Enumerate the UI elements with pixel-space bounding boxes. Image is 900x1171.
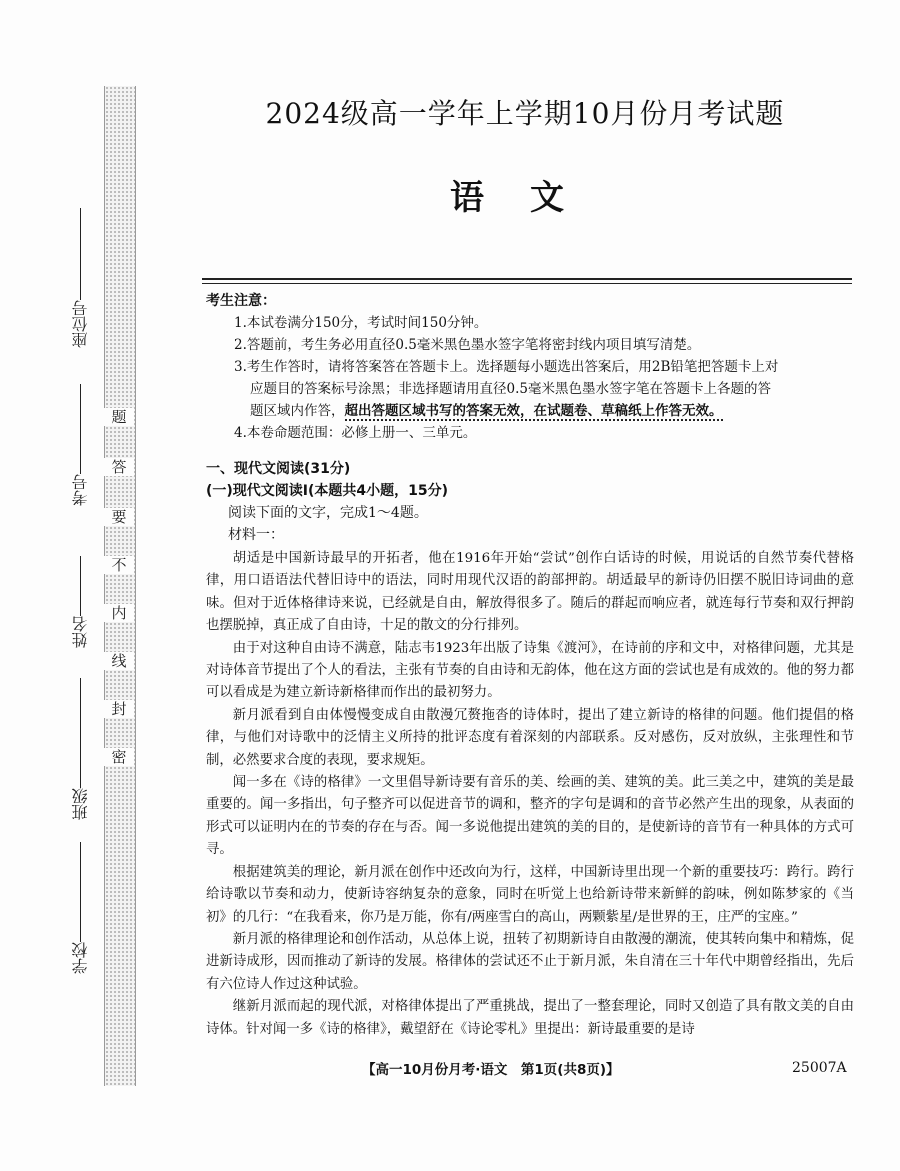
fill-line [80,208,81,300]
notice-item: 1.本试卷满分150分，考试时间150分钟。 [234,315,488,331]
paragraph: 新月派的格律理论和创作活动，从总体上说，扭转了初期新诗自由散漫的潮流，使其转向集中和精炼，促进新诗成形，因而推动了新诗的发展。格律体的尝试还不止于新月派，朱自清在三十年代中期曾经指出，先后有六位诗人作过这种试验。 [206,931,854,992]
seat-number-label: 座位号 [70,300,90,348]
notice-item-text: 3.考生作答时，请将答案答在答题卡上。选择题每小题选出答案后，用2B铅笔把答题卡上对 [234,359,779,375]
class-field [60,678,100,820]
name-field [60,556,100,648]
seal-char: 封 [104,700,134,718]
exam-number-field [60,384,100,506]
page-footer: 【高一10月份月考·语文 第1页(共8页)】 [362,1062,620,1078]
fill-line [80,384,81,474]
seal-char: 不 [104,556,134,574]
seal-char: 答 [104,458,134,476]
paragraph: 胡适是中国新诗最早的开拓者，他在1916年开始“尝试”创作白话诗的时候，用说话的自然节奏代替格律，用口语语法代替旧诗中的语法，同时用现代汉语的韵部押韵。胡适最早的新诗仍旧摆不脱旧诗词曲的意味。但对于近体格律诗来说，已经就是自由，解放得很多了。随后的群起而响应者，就连每行节奏和双行押韵也摆脱掉，真正成了自由诗，十足的散文的分行排列。 [206,551,854,634]
fill-line [80,678,81,788]
section-header [206,458,856,546]
school-field [60,842,100,974]
notice-item-line [234,400,856,422]
notice-item: 4.本卷命题范围：必修上册一、三单元。 [234,425,477,441]
header-rule-thin [202,283,852,284]
paragraph: 闻一多在《诗的格律》一文里倡导新诗要有音乐的美、绘画的美、建筑的美。此三美之中，建筑的美是最重要的。闻一多指出，句子整齐可以促进音节的调和，整齐的字句是调和的音节必然产生出的现象，从表面的形式可以证明内在的节奏的存在与否。闻一多说他提出建筑的美的目的，是使新诗的音节有一种具体的方式可寻。 [206,775,854,858]
exam-code: 25007A [792,1060,847,1076]
paragraph: 继新月派而起的现代派，对格律体提出了严重挑战，提出了一整套理论，同时又创造了具有散文美的自由诗体。针对闻一多《诗的格律》，戴望舒在《诗论零札》里提出：新诗最重要的是诗 [206,999,854,1037]
seal-char: 要 [104,508,134,526]
instruction: 阅读下面的文字，完成1～4题。 [228,505,428,521]
exam-number-label: 考号 [70,474,90,506]
notice-emphasis: 超出答题区域书写的答案无效，在试题卷、草稿纸上作答无效。 [344,403,723,419]
exam-title: 2024级高一学年上学期10月份月考试题 [265,97,785,130]
paragraph: 新月派看到自由体慢慢变成自由散漫冗赘拖沓的诗体时，提出了建立新诗的格律的问题。他们提倡的格律，与他们对诗歌中的泛情主义所持的批评态度有着深刻的内部联系。反对感伤，反对放纵，主张理性和节制，必然要求合度的表现，要求规矩。 [206,707,854,768]
notice-item: 2.答题前，考生务必用直径0.5毫米黑色墨水签字笔将密封线内项目填写清楚。 [234,337,701,353]
seat-number-field [60,208,100,348]
school-label: 学校 [70,942,90,974]
seal-char: 内 [104,604,134,622]
paragraph: 根据建筑美的理论，新月派在创作中还改向为行，这样，中国新诗里出现一个新的重要技巧：跨行。跨行给诗歌以节奏和动力，使新诗容纳复杂的意象，同时在听觉上也给新诗带来新鲜的韵味，例如陈梦家的《当初》的几行：“在我看来，你乃是万能，你有/两座雪白的高山，两颗紫星/是世界的王，庄严的宝座。” [206,864,854,925]
class-label: 班级 [70,788,90,820]
fill-line [80,556,81,616]
material-label: 材料一： [228,527,284,543]
notice-item-text: 应题目的答案标号涂黑；非选择题请用直径0.5毫米黑色墨水签字笔在答题卡上各题的答 [250,381,771,397]
paragraph: 由于对这种自由诗不满意，陆志韦1923年出版了诗集《渡河》，在诗前的序和文中，对格律问题，尤其是对诗体音节提出了个人的看法，主张有节奏的自由诗和无韵体，他在这方面的尝试也是有成效的。他的努力都可以看成是为建立新诗新格律而作出的最初努力。 [206,640,854,701]
notice-item-text: 题区域内作答， [250,403,345,419]
notice-title: 考生注意： [206,293,276,309]
subject-title: 语文 [450,178,610,218]
name-label: 姓名 [70,616,90,648]
reading-passage [206,548,854,1041]
header-rule [202,278,852,280]
seal-char: 题 [104,408,134,426]
fill-line [80,842,81,942]
seal-char: 线 [104,652,134,670]
notice-block [206,290,856,444]
notice-item [206,356,856,422]
subsection-title: (一)现代文阅读Ⅰ(本题共4小题，15分) [206,483,449,499]
section-title: 一、现代文阅读(31分) [206,461,351,477]
binding-strip [104,86,136,1086]
seal-char: 密 [104,748,134,766]
